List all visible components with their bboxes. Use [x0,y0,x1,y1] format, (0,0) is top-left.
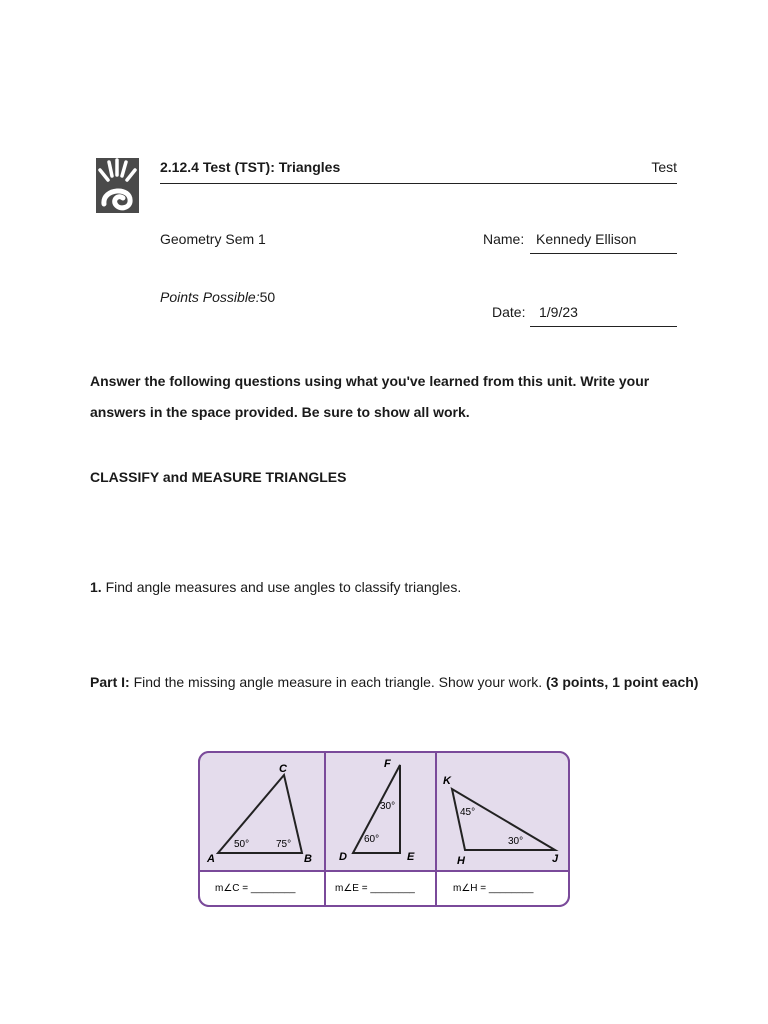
vertex-b: B [304,853,312,865]
question-number: 1. [90,579,102,595]
vertex-a: A [207,853,215,865]
vertex-j: J [552,853,559,865]
angle-d: 60° [364,834,380,845]
angle-a: 50° [234,839,250,850]
date-field[interactable]: 1/9/23 [530,296,677,327]
answer-c[interactable]: m∠C = ________ [215,883,296,894]
triangle-figure [198,751,570,907]
angle-f: 30° [380,801,396,812]
section-title: CLASSIFY and MEASURE TRIANGLES [90,469,347,485]
course-name: Geometry Sem 1 [160,231,266,247]
points-label: Points Possible: [160,289,260,305]
part-1 [90,674,698,690]
vertex-f: F [384,758,391,770]
publisher-logo [96,158,139,213]
document-type: Test [651,159,677,175]
angle-b: 75° [276,839,292,850]
part-points: (3 points, 1 point each) [546,674,699,690]
vertex-h: H [457,855,465,867]
answer-h[interactable]: m∠H = ________ [453,883,534,894]
angle-j: 30° [508,836,524,847]
header-bar [160,157,677,184]
question-text: Find angle measures and use angles to classify triangles. [105,579,462,595]
points-value: 50 [259,289,276,305]
vertex-c: C [279,763,287,775]
answer-e[interactable]: m∠E = ________ [335,883,415,894]
name-field[interactable]: Kennedy Ellison [530,224,677,254]
instructions: Answer the following questions using what you've learned from this unit. Write your answers in the space provided. Be sure to show all work. [90,373,650,420]
part-label: Part I: [90,674,130,690]
points-possible [160,289,275,305]
vertex-k: K [443,775,451,787]
page-title: 2.12.4 Test (TST): Triangles [160,159,341,175]
name-label: Name: [483,231,525,247]
question-1 [90,579,461,595]
date-label: Date: [492,304,526,320]
part-text: Find the missing angle measure in each triangle. Show your work. [133,674,543,690]
angle-k: 45° [460,807,476,818]
vertex-e: E [407,851,415,863]
vertex-d: D [339,851,347,863]
